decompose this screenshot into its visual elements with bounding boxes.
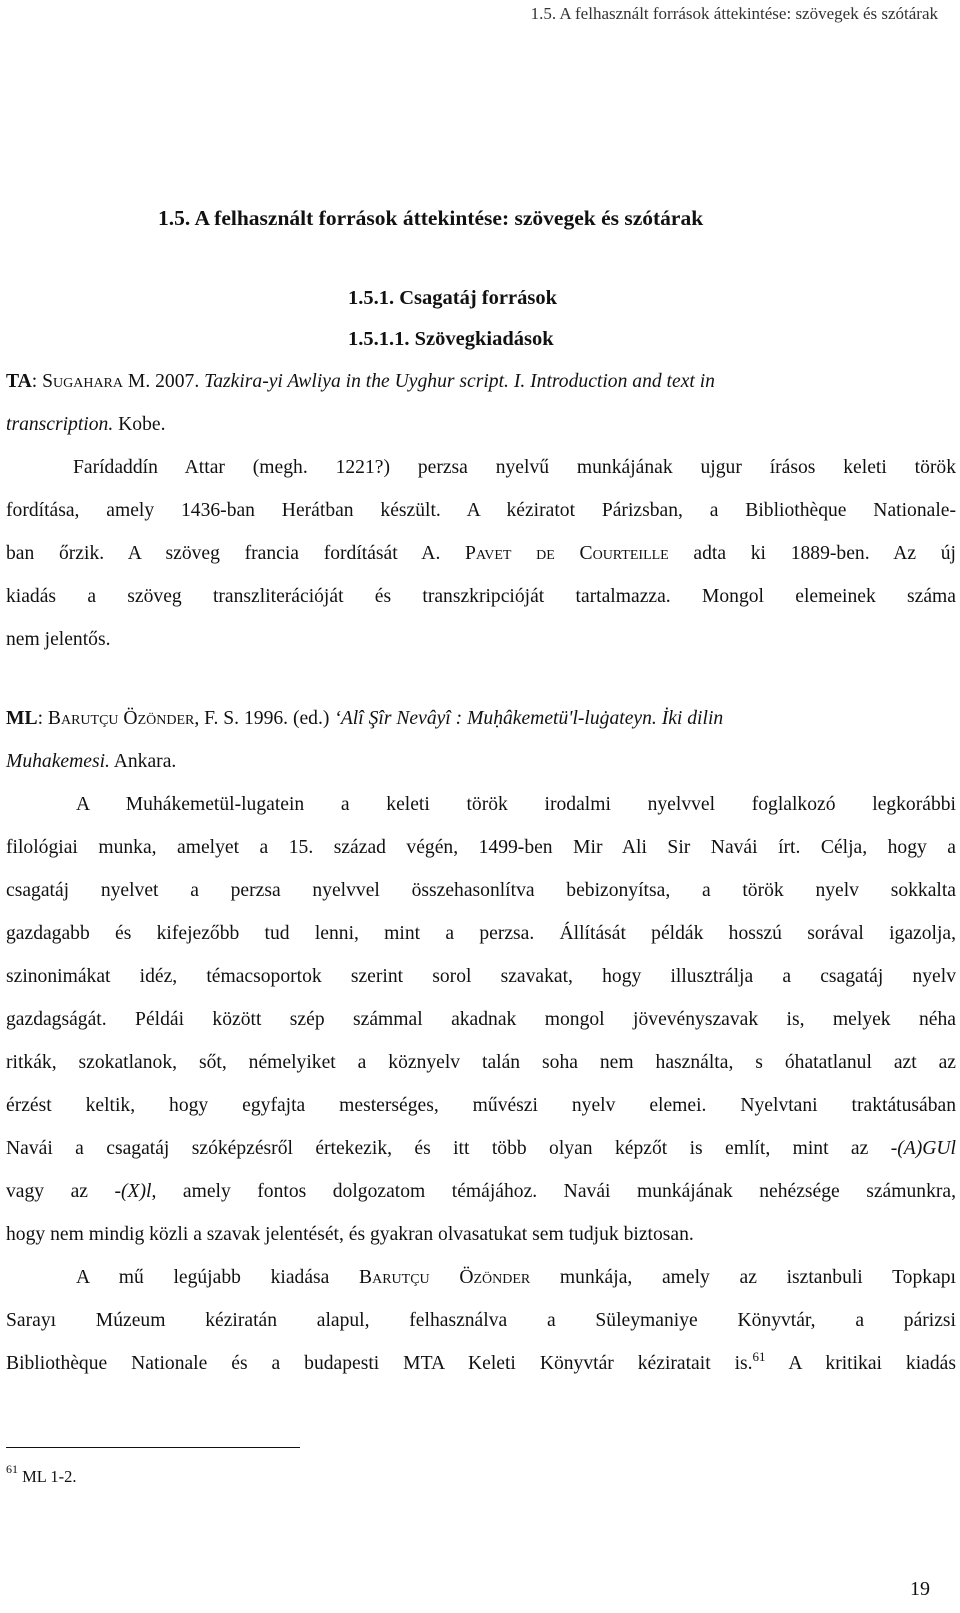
ml-entry	[6, 697, 956, 1385]
footnote-text: ML 1-2.	[18, 1467, 77, 1486]
ml-citation-line2	[6, 740, 956, 783]
ml-place: Ankara.	[109, 751, 177, 772]
ta-place: Kobe.	[113, 414, 166, 435]
ml-paragraph-line: gazdagabb és kifejezőbb tud lenni, mint a perzsa. Állítását példák hosszú sorával igazolja,	[6, 923, 956, 944]
ta-citation-line2	[6, 403, 956, 446]
subsection-title: 1.5.1. Csagatáj források	[348, 287, 557, 309]
ml-paragraph2-line: A mű legújabb kiadása Barutçu Özönder munkája, amely az isztanbuli Topkapı	[76, 1267, 957, 1288]
running-head: 1.5. A felhasznált források áttekintése: szövegek és szótárak	[530, 4, 938, 23]
ta-year: M. 2007.	[123, 371, 205, 392]
ta-entry	[6, 360, 956, 661]
ta-desc-line: nem jelentős.	[6, 629, 111, 650]
ta-abbr: TA	[6, 371, 32, 392]
ta-citation-line1: TA: Sugahara M. 2007. Tazkira-yi Awliya in the Uyghur script. I. Introduction and text in	[6, 371, 715, 392]
person-name: Barutçu Özönder	[359, 1267, 531, 1288]
ml-paragraph-line: A Muhákemetül-lugatein a keleti török irodalmi nyelvvel foglalkozó legkorábbi	[76, 794, 956, 815]
ml-citation-line1: ML: Barutçu Özönder, F. S. 1996. (ed.) ‘Alî Şîr Nevâyî : Muḥâkemetü'l-luġateyn. İki dilin	[6, 708, 724, 729]
ml-paragraph-line: szinonimákat idéz, témacsoportok szerint sorol szavakat, hogy illusztrálja a csagatáj nyelv	[6, 966, 956, 987]
ml-title: ‘Alî Şîr Nevâyî : Muḥâkemetü'l-luġateyn. İki dilin	[334, 708, 724, 729]
page-number: 19	[910, 1578, 930, 1600]
ml-paragraph2-line: Sarayı Múzeum kéziratán alapul, felhasználva a Süleymaniye Könyvtár, a párizsi	[6, 1310, 956, 1331]
ta-desc-line: ban őrzik. A szöveg francia fordítását A. Pavet de Courteille adta ki 1889-ben. Az új	[6, 543, 956, 564]
ml-paragraph-line: gazdagságát. Példái között szép számmal akadnak mongol jövevényszavak is, melyek néha	[6, 1009, 956, 1030]
ml-paragraph-line: filológiai munka, amelyet a 15. század végén, 1499-ben Mir Ali Sir Navái írt. Célja, hogy a	[6, 837, 956, 858]
person-name: Pavet de Courteille	[465, 543, 669, 564]
suffix: (X)l	[121, 1181, 152, 1202]
subsubsection-title: 1.5.1.1. Szövegkiadások	[348, 328, 554, 350]
ml-paragraph-line: ritkák, szokatlanok, sőt, némelyiket a köznyelv talán soha nem használta, s óhatatlanul azt az	[6, 1052, 956, 1073]
footnote	[6, 1462, 77, 1488]
ta-desc-line: kiadás a szöveg transzliterációját és transzkripcióját tartalmazza. Mongol elemeinek száma	[6, 586, 956, 607]
footnote-reference[interactable]: 61	[752, 1349, 766, 1364]
ml-abbr: ML	[6, 708, 38, 729]
ml-paragraph-line: csagatáj nyelvet a perzsa nyelvvel összehasonlítva bebizonyítsa, a török nyelv sokkalta	[6, 880, 956, 901]
footnote-number: 61	[6, 1462, 18, 1476]
suffix: (A)GUl	[897, 1138, 956, 1159]
ml-paragraph-line: vagy az -(X)l, amely fontos dolgozatom témájához. Navái munkájának nehézsége számunkra,	[6, 1181, 956, 1202]
ml-paragraph-line: hogy nem mindig közli a szavak jelentését, és gyakran olvasatukat sem tudjuk biztosan.	[6, 1224, 694, 1245]
ta-title: Tazkira-yi Awliya in the Uyghur script. I. Introduction and text in	[204, 371, 715, 392]
section-title: 1.5. A felhasznált források áttekintése: szövegek és szótárak	[158, 206, 704, 230]
ta-desc-line: fordítása, amely 1436-ban Herátban készült. A kéziratot Párizsban, a Bibliothèque Nationale-	[6, 500, 956, 521]
ta-author: Sugahara	[42, 371, 124, 392]
ta-desc-line: Farídaddín Attar (megh. 1221?) perzsa nyelvű munkájának ujgur írásos keleti török	[73, 457, 956, 478]
ml-paragraph-line: érzést keltik, hogy egyfajta mesterséges, művészi nyelv elemei. Nyelvtani traktátusában	[6, 1095, 956, 1116]
ta-title-cont: transcription.	[6, 414, 114, 435]
ml-paragraph-line: Navái a csagatáj szóképzésről értekezik, és itt több olyan képzőt is említ, mint az -(A)GUl	[6, 1138, 956, 1159]
footnote-separator	[6, 1447, 300, 1448]
ml-author: Barutçu Özönder	[47, 708, 195, 729]
ml-title-cont: Muhakemesi.	[6, 751, 110, 772]
ml-paragraph2-line: Bibliothèque Nationale és a budapesti MTA Keleti Könyvtár kéziratait is.$^{61}$ A kritikai kiadás	[6, 1349, 956, 1374]
